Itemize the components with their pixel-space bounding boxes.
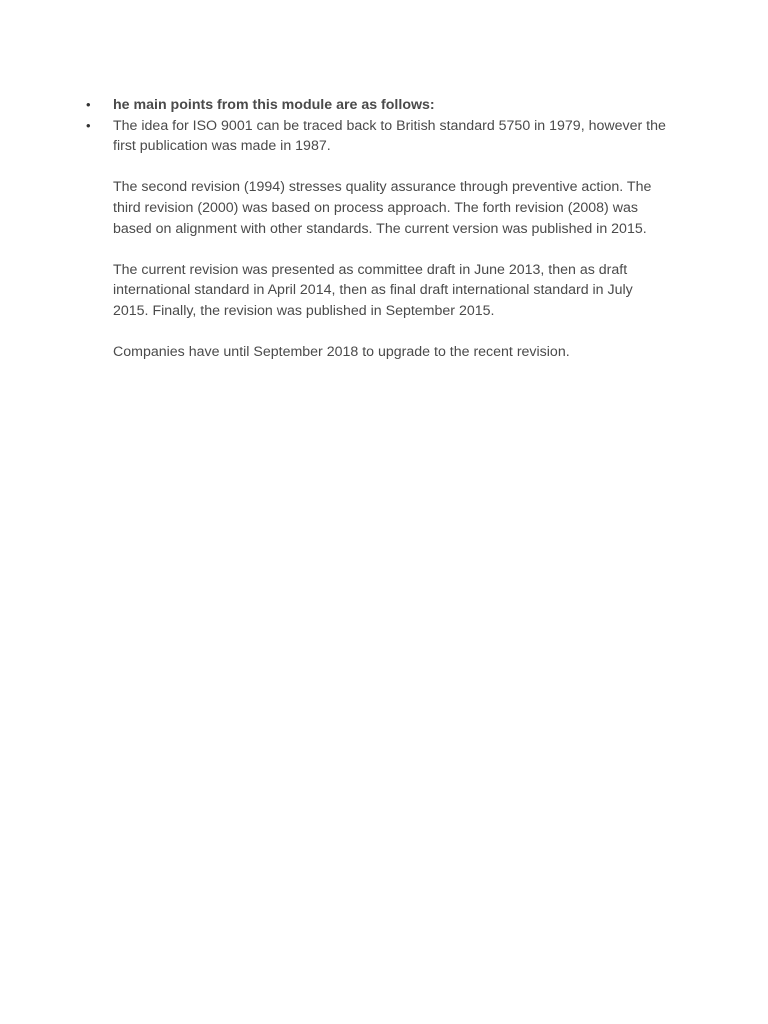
paragraph-deadline: Companies have until September 2018 to upgrade to the recent revision. (113, 344, 570, 361)
bullet-marker: • (86, 97, 91, 112)
paragraph-origin: The idea for ISO 9001 can be traced back to British standard 5750 in 1979, however the first publication was made in 1987. (113, 117, 666, 155)
paragraph-timeline: The current revision was presented as committee draft in June 2013, then as draft international standard in April 2014, then as final draft international standard in July 2015. Finally, the revision was published in September 2015. (113, 261, 633, 319)
section-heading: he main points from this module are as follows: (113, 97, 435, 113)
paragraph-revisions: The second revision (1994) stresses quality assurance through preventive action. The third revision (2000) was based on process approach. The forth revision (2008) was based on alignment with other standards. The current version was published in 2015. (113, 179, 652, 237)
bullet-list (86, 95, 666, 363)
document-content (86, 95, 666, 363)
list-item (86, 95, 666, 116)
list-item (86, 116, 666, 363)
bullet-marker: • (86, 117, 91, 133)
